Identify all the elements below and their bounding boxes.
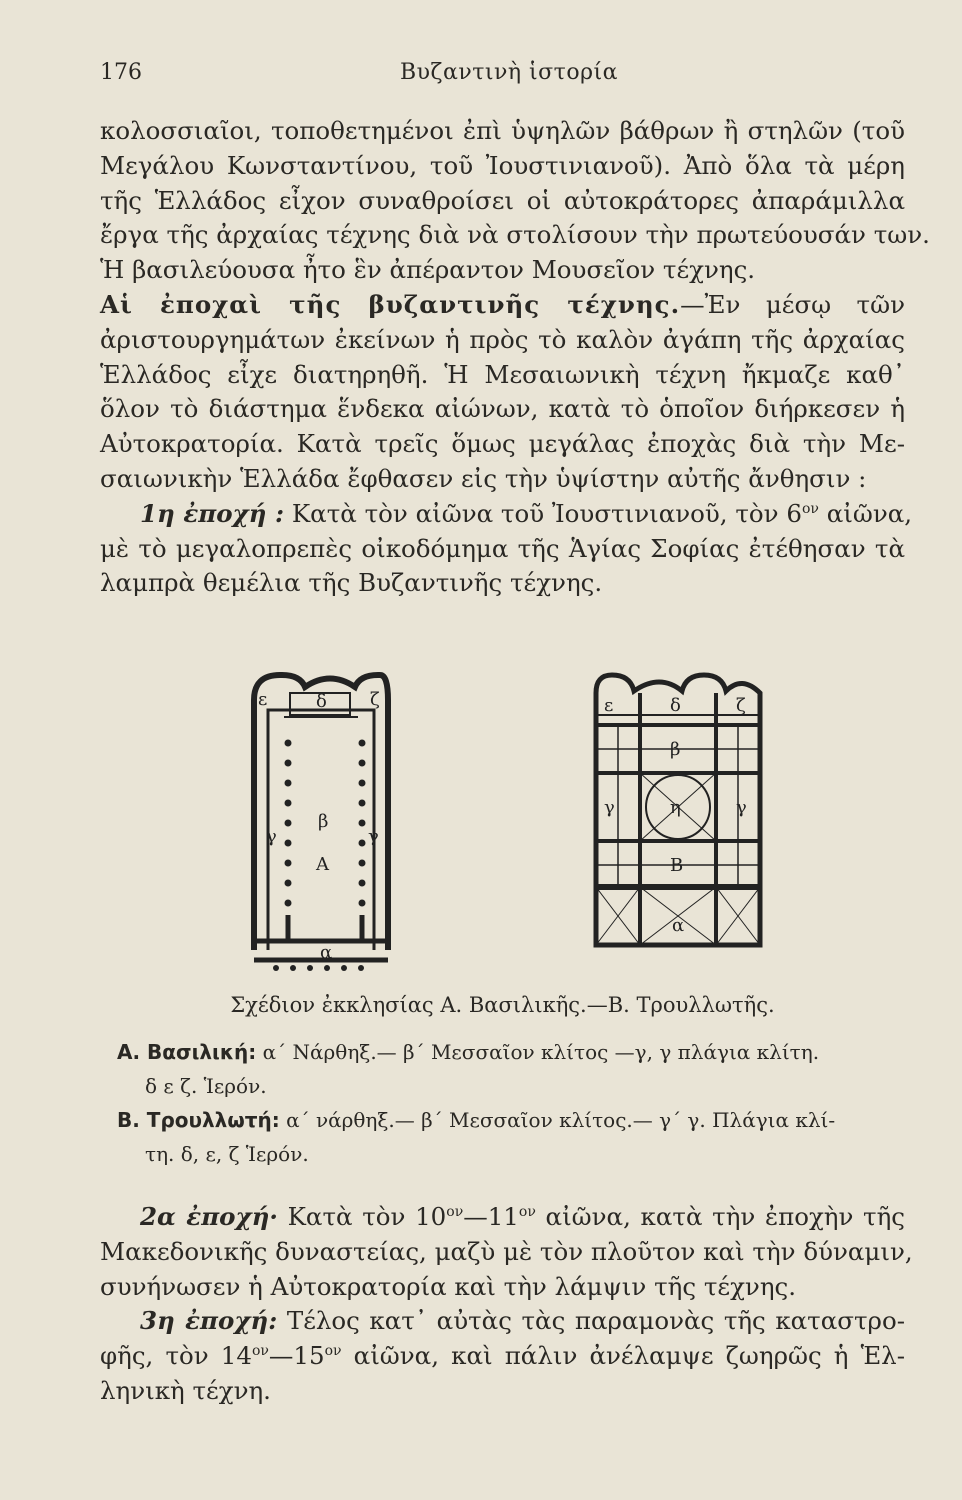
text-line: Ἡ βασιλεύουσα ἦτο ἓν ἀπέραντον Μουσεῖον τέχνης. (100, 255, 756, 285)
legend-text: α΄ Νάρθηξ.— β΄ Μεσσαῖον κλίτος —γ, γ πλάγια κλίτη. (256, 1040, 820, 1064)
text-line: συνήνωσεν ἡ Αὐτοκρατορία καὶ τὴν λάμψιν τῆς τέχνης. (100, 1271, 797, 1301)
plan-label: η (670, 797, 681, 818)
text-span: —Ἐν μέσῳ τῶν (680, 289, 905, 319)
plan-label: Β (670, 855, 684, 876)
plan-label: γ (266, 826, 277, 847)
plan-label: γ (604, 797, 615, 818)
text-line: ὅλον τὸ διάστημα ἕνδεκα αἰώνων, κατὰ τὸ ὁποῖον διήρκεσεν ἡ (100, 394, 905, 424)
text-span: Τέλος κατ᾽ αὐτὰς τὰς παραμονὰς τῆς καταστρο- (277, 1306, 905, 1336)
text-line: λαμπρὰ θεμέλια τῆς Βυζαντινῆς τέχνης. (100, 568, 603, 598)
plan-label: α (320, 942, 333, 963)
plan-label: ε (258, 689, 268, 710)
plan-label: β (318, 811, 329, 832)
text-line: Μεγάλου Κωνσταντίνου, τοῦ Ἰουστινιανοῦ). Ἀπὸ ὅλα τὰ μέρη (100, 150, 905, 180)
text-line: Μακεδονικῆς δυναστείας, μαζὺ μὲ τὸν πλοῦτον καὶ τὴν δύναμιν, (100, 1236, 913, 1266)
plan-label: δ (316, 691, 327, 712)
ordinal-sup: ον (446, 1203, 464, 1220)
text-line: ληνικὴ τέχνη. (100, 1375, 271, 1405)
legend-label: Β. Τρουλλωτή: (117, 1108, 280, 1132)
church-plans-figure (0, 665, 962, 985)
main-text-upper (100, 114, 930, 601)
text-span: αἰῶνα, κατὰ τὴν ἐποχὴν τῆς (535, 1202, 905, 1231)
text-span: —11 (463, 1202, 519, 1231)
text-line: Ἑλλάδος εἶχε διατηρηθῆ. Ἡ Μεσαιωνικὴ τέχνη ἤκμαζε καθ᾽ (100, 359, 905, 389)
legend-text: δ ε ζ. Ἱερόν. (145, 1074, 267, 1098)
text-line: ἀριστουργημάτων ἐκείνων ἡ πρὸς τὸ καλὸν ἀγάπη τῆς ἀρχαίας (100, 324, 905, 354)
legend-row (117, 1103, 907, 1137)
text-span: Κατὰ τὸν 10 (277, 1202, 447, 1231)
ordinal-sup: ον (251, 1343, 269, 1360)
text-line (100, 1339, 905, 1374)
legend-row (117, 1035, 907, 1069)
plan-label: ζ (370, 689, 380, 710)
text-span: αἰῶνα, (818, 498, 913, 528)
epoch3-line (100, 1304, 905, 1339)
ordinal-sup: ον (324, 1343, 342, 1360)
plan-label: γ (736, 797, 747, 818)
legend-label: Α. Βασιλική: (117, 1040, 257, 1064)
epoch1-line (100, 497, 913, 532)
text-line: Αὐτοκρατορία. Κατὰ τρεῖς ὅμως μεγάλας ἐποχὰς διὰ τὴν Με- (100, 429, 905, 459)
figure-caption: Σχέδιον ἐκκλησίας Α. Βασιλικῆς.—Β. Τρουλλωτῆς. (230, 993, 775, 1017)
text-span: αἰῶνα, καὶ πάλιν ἀνέλαμψε ζωηρῶς ἡ Ἑλ- (341, 1341, 905, 1371)
main-text-lower (100, 1200, 913, 1409)
section-line (100, 288, 905, 323)
plan-label: γ (368, 826, 379, 847)
text-span: Κατὰ τὸν αἰῶνα τοῦ Ἰουστινιανοῦ, τὸν 6 (291, 498, 802, 528)
plan-label: β (670, 739, 681, 760)
epoch3-label: 3η ἐποχή: (140, 1306, 278, 1336)
ordinal-sup: ον (518, 1203, 536, 1220)
epoch2-line (100, 1200, 905, 1235)
page-number: 176 (100, 60, 142, 85)
text-line: μὲ τὸ μεγαλοπρεπὲς οἰκοδόμημα τῆς Ἁγίας Σοφίας ἐτέθησαν τὰ (100, 533, 905, 563)
text-line: ἔργα τῆς ἀρχαίας τέχνης διὰ νὰ στολίσουν τὴν πρωτεύουσάν των. (100, 220, 930, 250)
epoch2-label: 2α ἐποχή· (140, 1202, 278, 1231)
text-line: τῆς Ἑλλάδος εἶχον συναθροίσει οἱ αὐτοκράτορες ἀπαράμιλλα (100, 185, 905, 215)
figure-legend (117, 1035, 907, 1171)
legend-text: τη. δ, ε, ζ Ἱερόν. (145, 1142, 309, 1166)
text-line: σαιωνικὴν Ἑλλάδα ἔφθασεν εἰς τὴν ὑψίστην αὐτῆς ἄνθησιν : (100, 463, 867, 493)
epoch1-label: 1η ἐποχή : (140, 498, 285, 528)
page-header (100, 60, 902, 100)
plan-label: ε (604, 695, 614, 716)
plan-label: Α (316, 854, 329, 875)
text-span: φῆς, τὸν 14 (100, 1341, 252, 1371)
ordinal-sup: ον (801, 500, 819, 517)
plan-label: α (672, 915, 685, 936)
plan-label: ζ (736, 695, 746, 716)
section-heading: Αἱ ἐποχαὶ τῆς βυζαντινῆς τέχνης. (100, 289, 681, 319)
legend-text: α΄ νάρθηξ.— β΄ Μεσσαῖον κλίτος.— γ΄ γ. Πλάγια κλί- (279, 1108, 836, 1132)
plan-label: δ (670, 695, 681, 716)
text-span: —15 (268, 1341, 325, 1371)
running-title: Βυζαντινὴ ἱστορία (400, 60, 619, 85)
text-line: κολοσσιαῖοι, τοποθετημένοι ἐπὶ ὑψηλῶν βάθρων ἢ στηλῶν (τοῦ (100, 116, 905, 145)
